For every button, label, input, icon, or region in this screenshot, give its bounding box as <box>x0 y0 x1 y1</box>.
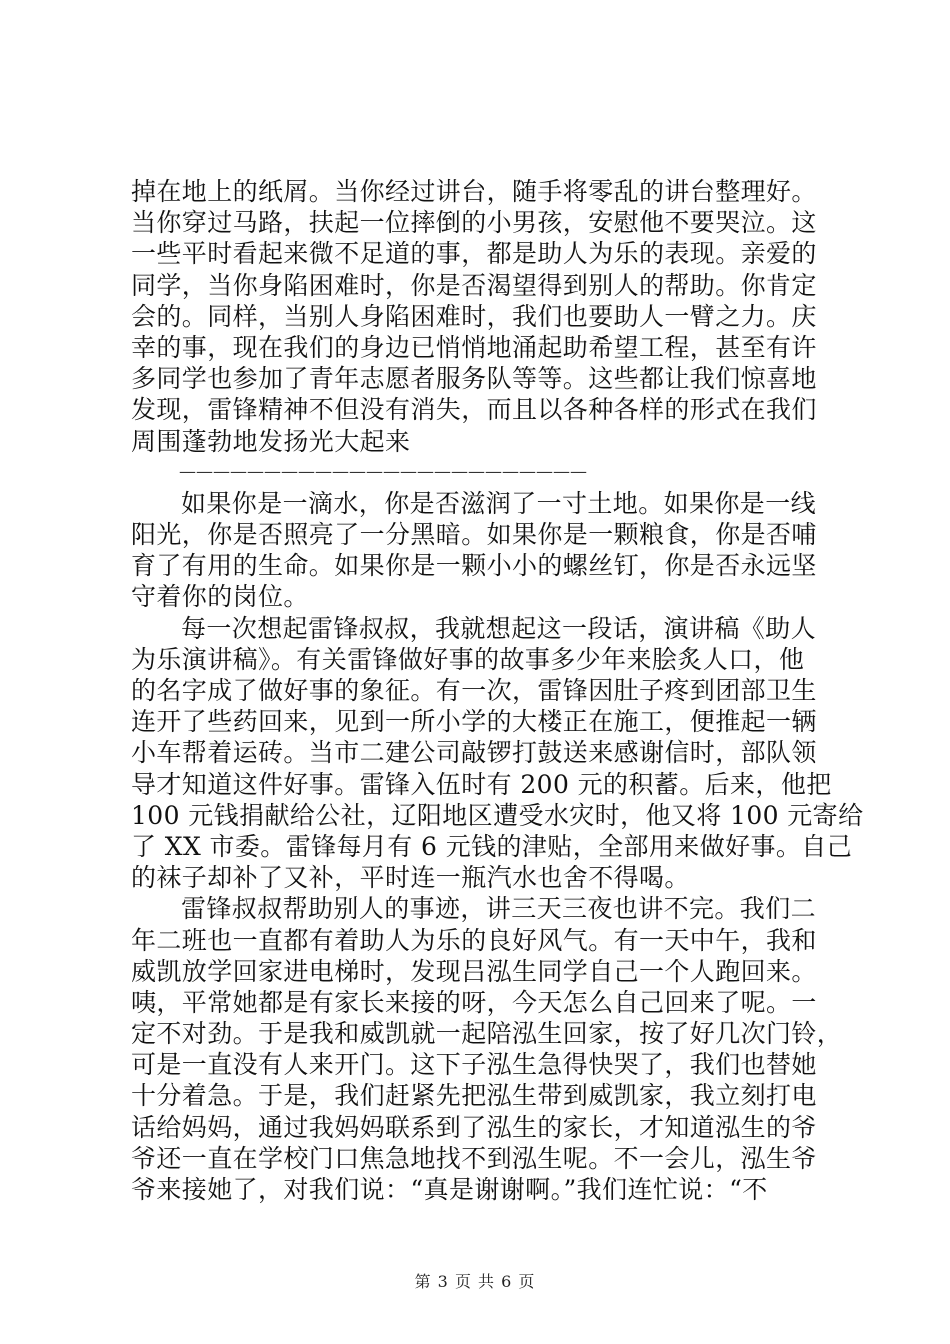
section-divider: ———————————————————————— <box>179 461 587 482</box>
text-line: 阳光，你是否照亮了一分黑暗。如果你是一颗粮食，你是否哺 <box>131 520 817 550</box>
text-line: 十分着急。于是，我们赶紧先把泓生带到威凯家，我立刻打电 <box>131 1081 817 1111</box>
text-line: 导才知道这件好事。雷锋入伍时有 200 元的积蓄。后来，他把 <box>131 769 832 799</box>
text-line: 周围蓬勃地发扬光大起来 <box>131 426 411 456</box>
text-line: 定不对劲。于是我和威凯就一起陪泓生回家，按了好几次门铃， <box>131 1019 843 1049</box>
text-line: 育了有用的生命。如果你是一颗小小的螺丝钉，你是否永远坚 <box>131 551 817 581</box>
text-line: 幸的事，现在我们的身边已悄悄地涌起助希望工程，甚至有许 <box>131 332 817 362</box>
text-line: 爷来接她了，对我们说：“真是谢谢啊。”我们连忙说：“不 <box>131 1175 768 1204</box>
text-line: 可是一直没有人来开门。这下子泓生急得快哭了，我们也替她 <box>131 1050 817 1080</box>
page-number-footer: 第 3 页 共 6 页 <box>414 1272 536 1291</box>
text-line: 发现，雷锋精神不但没有消失，而且以各种各样的形式在我们 <box>131 395 817 425</box>
text-line: 了 XX 市委。雷锋每月有 6 元钱的津贴，全部用来做好事。自己 <box>131 831 853 861</box>
text-line: 爷还一直在学校门口焦急地找不到泓生呢。不一会儿，泓生爷 <box>131 1143 817 1173</box>
text-line: 连开了些药回来，见到一所小学的大楼正在施工，便推起一辆 <box>131 707 817 737</box>
text-line: 当你穿过马路，扶起一位摔倒的小男孩，安慰他不要哭泣。这 <box>131 208 817 238</box>
text-line: 一些平时看起来微不足道的事，都是助人为乐的表现。亲爱的 <box>131 239 817 269</box>
paragraph-first-line: 每一次想起雷锋叔叔，我就想起这一段话，演讲稿《助人 <box>181 613 817 643</box>
text-line: 年二班也一直都有着助人为乐的良好风气。有一天中午，我和 <box>131 925 817 955</box>
text-line: 同学，当你身陷困难时，你是否渴望得到别人的帮助。你肯定 <box>131 270 817 300</box>
text-line: 威凯放学回家进电梯时，发现吕泓生同学自己一个人跑回来。 <box>131 956 817 986</box>
text-line: 的袜子却补了又补，平时连一瓶汽水也舍不得喝。 <box>131 863 690 893</box>
text-line: 咦，平常她都是有家长来接的呀，今天怎么自己回来了呢。一 <box>131 987 817 1017</box>
text-line: 多同学也参加了青年志愿者服务队等等。这些都让我们惊喜地 <box>131 364 817 394</box>
text-line: 守着你的岗位。 <box>131 582 309 612</box>
text-line: 话给妈妈，通过我妈妈联系到了泓生的家长，才知道泓生的爷 <box>131 1112 817 1142</box>
text-line: 掉在地上的纸屑。当你经过讲台，随手将零乱的讲台整理好。 <box>131 177 817 206</box>
text-line: 100 元钱捐献给公社，辽阳地区遭受水灾时，他又将 100 元寄给 <box>131 800 864 830</box>
text-line: 小车帮着运砖。当市二建公司敲锣打鼓送来感谢信时，部队领 <box>131 738 817 768</box>
text-line: 会的。同样，当别人身陷困难时，我们也要助人一臂之力。庆 <box>131 301 817 331</box>
document-body <box>131 176 864 1205</box>
paragraph-first-line: 如果你是一滴水，你是否滋润了一寸土地。如果你是一线 <box>181 488 817 518</box>
paragraph-first-line: 雷锋叔叔帮助别人的事迹，讲三天三夜也讲不完。我们二 <box>181 894 817 924</box>
text-line: 的名字成了做好事的象征。有一次，雷锋因肚子疼到团部卫生 <box>131 676 817 705</box>
text-line: 为乐演讲稿》。有关雷锋做好事的故事多少年来脍炙人口，他 <box>131 644 805 674</box>
